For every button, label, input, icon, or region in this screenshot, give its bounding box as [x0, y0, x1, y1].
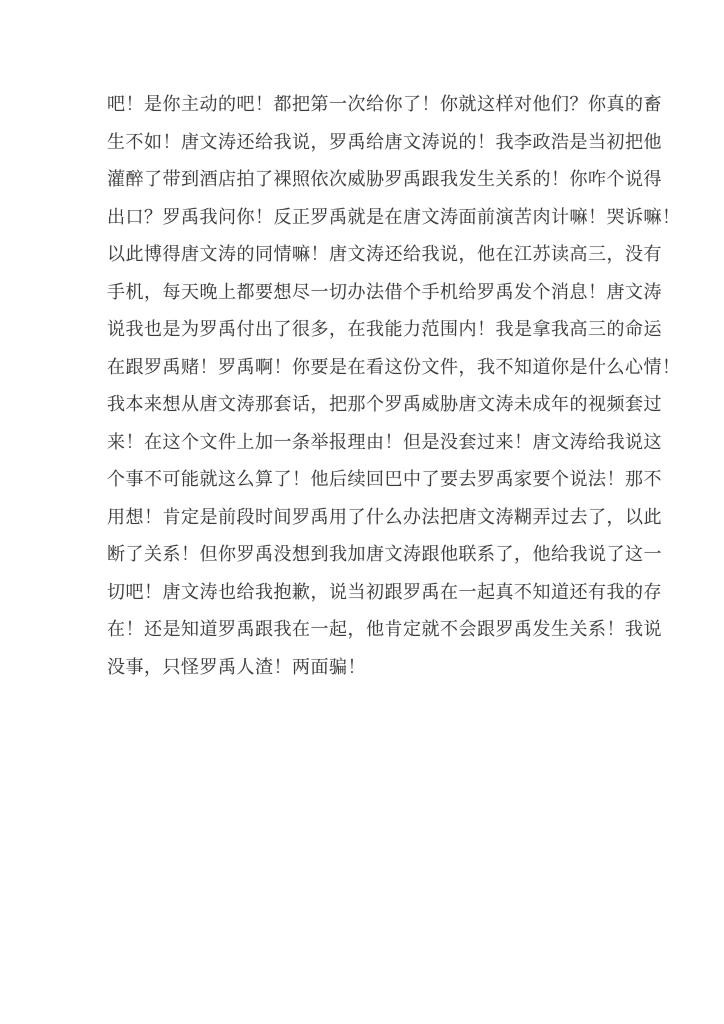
text-line: 来！在这个文件上加一条举报理由！但是没套过来！唐文涛给我说这 [107, 431, 662, 452]
text-line: 个事不可能就这么算了！他后续回巴中了要去罗禹家要个说法！那不 [107, 469, 662, 489]
text-line: 没事，只怪罗禹人渣！两面骗！ [107, 656, 366, 677]
text-line: 以此博得唐文涛的同情嘛！唐文涛还给我说，他在江苏读高三，没有 [107, 244, 662, 264]
text-line: 在！还是知道罗禹跟我在一起，他肯定就不会跟罗禹发生关系！我说 [107, 619, 662, 639]
text-line: 切吧！唐文涛也给我抱歉，说当初跟罗禹在一起真不知道还有我的存 [107, 581, 662, 602]
text-line: 用想！肯定是前段时间罗禹用了什么办法把唐文涛糊弄过去了，以此 [107, 506, 662, 527]
text-line: 吧！是你主动的吧！都把第一次给你了！你就这样对他们？你真的畜 [107, 94, 662, 114]
document-text-block [107, 86, 681, 686]
text-line: 我本来想从唐文涛那套话，把那个罗禹威胁唐文涛未成年的视频套过 [107, 394, 662, 414]
text-line: 说我也是为罗禹付出了很多，在我能力范围内！我是拿我高三的命运 [107, 319, 662, 339]
text-line: 生不如！唐文涛还给我说，罗禹给唐文涛说的！我李政浩是当初把他 [107, 131, 662, 152]
text-line: 手机，每天晚上都要想尽一切办法借个手机给罗禹发个消息！唐文涛 [107, 281, 662, 302]
text-line: 在跟罗禹赌！罗禹啊！你要是在看这份文件，我不知道你是什么心情！ [107, 356, 681, 377]
text-line: 灌醉了带到酒店拍了裸照依次威胁罗禹跟我发生关系的！你咋个说得 [107, 169, 662, 189]
text-line: 出口？罗禹我问你！反正罗禹就是在唐文涛面前演苦肉计嘛！哭诉嘛！ [107, 206, 681, 227]
text-line: 断了关系！但你罗禹没想到我加唐文涛跟他联系了，他给我说了这一 [107, 544, 662, 564]
